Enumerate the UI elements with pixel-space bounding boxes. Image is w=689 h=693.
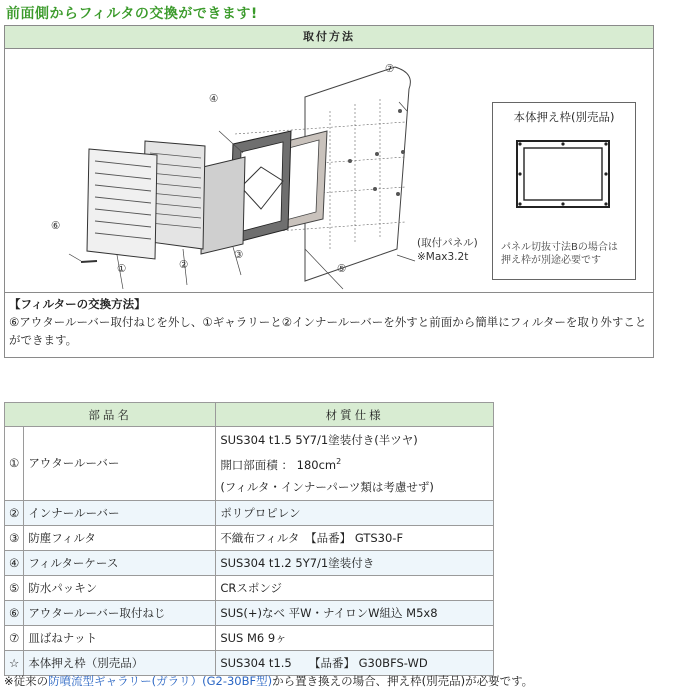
callout-5: ⑤ [337,263,347,275]
header-part-name: 部品名 [5,403,216,427]
outer-louver [87,149,157,259]
method-text: ⑥アウタールーバー取付ねじを外し、①ギャラリーと②インナールーバーを外すと前面から簡単にフィルターを取り外すことができます。 [9,315,647,347]
inset-note [501,241,618,267]
headline: 前面側からフィルタの交換ができます! [6,6,258,22]
callout-3: ③ [234,249,244,261]
footnote: ※従来の防噴流型ギャラリー(ガラリ）(G2-30BF型)から置き換えの場合、押え枠(別売品)が必要です。 [4,674,534,688]
table-header [5,403,494,427]
table-row: ① アウタールーバー SUS304 t1.5 5Y7/1塗装付き(半ツヤ) 開口部面積 ： $180cm^2$ (フィルタ・インナーパーツ類は考慮せず) [5,427,494,501]
table-row: ⑥ アウタールーバー取付ねじ SUS(+)なべ 平W・ナイロンW組込 M5x8 [5,600,494,625]
table-row: ② インナールーバー ポリプロピレン [5,500,494,525]
callout-7: ⑦ [385,63,395,75]
panel-label: (取付パネル) [417,237,478,249]
inset-title: 本体押え枠(別売品) [513,110,615,124]
box-title: 取付方法 [5,26,653,49]
callout-4: ④ [209,93,219,105]
inset-note-line2: 押え枠が別途必要です [501,255,601,266]
inset-note-line1: パネル切抜寸法Bの場合は [501,242,618,253]
screw [81,261,97,262]
method-title: 【フィルターの交換方法】 [9,297,146,311]
header-spec: 材質仕様 [216,403,494,427]
table-row: ⑤ 防水パッキン CRスポンジ [5,575,494,600]
table-row: ☆ 本体押え枠（別売品） SUS304 t1.5 【品番】 G30BFS-WD [5,650,494,675]
parts-table [4,402,494,676]
panel-note: ※Max3.2t [417,251,469,263]
callout-2: ② [179,259,189,271]
callout-6: ⑥ [51,220,61,232]
frame-inset [492,102,636,280]
table-row: ⑦ 皿ばねナット SUS M6 9ヶ [5,625,494,650]
frame-drawing [493,131,635,231]
table-row: ④ フィルターケース SUS304 t1.2 5Y7/1塗装付き [5,550,494,575]
installation-box [4,25,654,358]
filter [201,157,245,254]
table-row: ③ 防塵フィルタ 不織布フィルタ 【品番】 GTS30-F [5,525,494,550]
callout-1: ① [117,263,127,275]
replacement-method [5,292,653,349]
footnote-link[interactable]: 防噴流型ギャラリー(ガラリ）(G2-30BF型) [48,674,273,688]
